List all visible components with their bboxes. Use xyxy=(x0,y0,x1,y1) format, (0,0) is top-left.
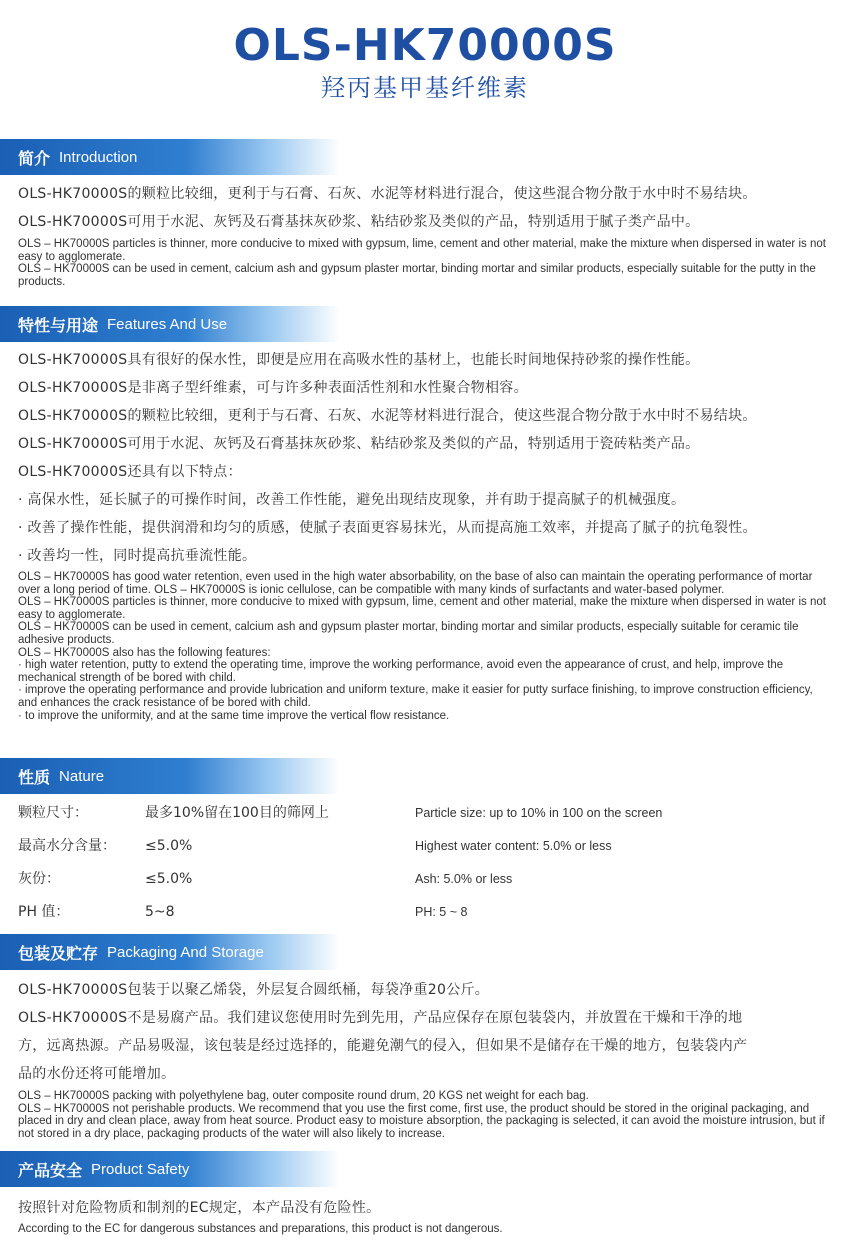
packaging-zh-line: OLS-HK70000S包装于以聚乙烯袋，外层复合圆纸桶，每袋净重20公斤。 xyxy=(18,982,490,998)
packaging-zh-line: 方，远离热源。产品易吸湿，该包装是经过选择的，能避免潮气的侵入，但如果不是储存在干燥的地方，包装袋内产 xyxy=(18,1038,748,1054)
packaging-en-para: OLS – HK70000S packing with polyethylene bag, outer composite round drum, 20 KGS net weight for each bag. xyxy=(18,1090,589,1102)
property-value: 最多10%留在100目的筛网上 xyxy=(145,805,329,821)
intro-body xyxy=(18,180,830,288)
property-label: 灰份： xyxy=(18,871,60,887)
property-row xyxy=(18,797,830,830)
packaging-zh-line: OLS-HK70000S不是易腐产品。我们建议您使用时先到先用，产品应保存在原包装袋内，并放置在干燥和干净的地 xyxy=(18,1010,743,1026)
features-en-para: OLS – HK70000S also has the following features: xyxy=(18,646,271,659)
property-label: 最高水分含量： xyxy=(18,838,116,854)
section-title-zh: 特性与用途 xyxy=(18,315,99,335)
property-label: PH 值： xyxy=(18,904,70,920)
intro-en-para: OLS – HK70000S can be used in cement, calcium ash and gypsum plaster mortar, binding mortar and similar products, especially suitable for the putty in the products. xyxy=(18,263,816,288)
features-en-para: OLS – HK70000S has good water retention, even used in the high water absorbability, on the base of also can maintain the operating performance of mortar over a long period of time. OLS – HK70000S is ionic cellulose, can be compatible with many kinds of surfactants and water-based polymer. xyxy=(18,571,813,596)
property-row xyxy=(18,830,830,863)
features-bullet: · 改善了操作性能，提供润滑和均匀的质感，使腻子表面更容易抹光，从而提高施工效率，并提高了腻子的抗龟裂性。 xyxy=(18,520,757,536)
intro-en-para: OLS – HK70000S particles is thinner, more conducive to mixed with gypsum, lime, cement and other material, make the mixture when dispersed in water is not easy to agglomerate. xyxy=(18,238,826,263)
features-zh-line: OLS-HK70000S是非离子型纤维素，可与许多种表面活性剂和水性聚合物相容。 xyxy=(18,380,528,396)
features-en-para: · improve the operating performance and provide lubrication and uniform texture, make it easier for putty surface finishing, to improve construction efficiency, and enhances the crack resistance of be bored with child. xyxy=(18,684,813,709)
features-zh-line: OLS-HK70000S的颗粒比较细，更利于与石膏、石灰、水泥等材料进行混合，使这些混合物分散于水中时不易结块。 xyxy=(18,408,757,424)
features-bullet: · 改善均一性，同时提高抗垂流性能。 xyxy=(18,548,257,564)
features-zh-line: OLS-HK70000S可用于水泥、灰钙及石膏基抹灰砂浆、粘结砂浆及类似的产品，特别适用于瓷砖粘类产品。 xyxy=(18,436,700,452)
section-header-introduction xyxy=(0,139,340,175)
section-title-zh: 包装及贮存 xyxy=(18,943,99,963)
properties-table xyxy=(18,797,830,929)
intro-zh-line: OLS-HK70000S的颗粒比较细，更利于与石膏、石灰、水泥等材料进行混合，使这些混合物分散于水中时不易结块。 xyxy=(18,186,757,202)
section-title-en: Nature xyxy=(59,767,105,785)
section-title-en: Packaging And Storage xyxy=(107,943,264,961)
safety-en-para: According to the EC for dangerous substances and preparations, this product is not dangerous. xyxy=(18,1223,503,1235)
packaging-en-para: OLS – HK70000S not perishable products. We recommend that you use the first come, first use, the product should be stored in the original packaging, and placed in dry and clean place, away from heat source. Product easy to moisture absorption, the packaging is selected, it can avoid the moisture intrusion, but if not stored in a dry place, packaging products of the water will also likely to increase. xyxy=(18,1102,825,1140)
section-title-en: Features And Use xyxy=(107,315,228,333)
property-value: ≤5.0% xyxy=(145,838,193,854)
section-header-features xyxy=(0,306,340,342)
packaging-body xyxy=(18,976,830,1140)
section-title-zh: 性质 xyxy=(18,767,51,787)
property-en: PH: 5 ~ 8 xyxy=(415,905,468,919)
property-row xyxy=(18,896,830,929)
packaging-zh-line: 品的水份还将可能增加。 xyxy=(18,1066,176,1082)
property-row xyxy=(18,863,830,896)
features-zh-line: OLS-HK70000S还具有以下特点： xyxy=(18,464,242,480)
section-title-zh: 简介 xyxy=(18,148,51,168)
section-title-zh: 产品安全 xyxy=(18,1160,83,1180)
intro-zh-line: OLS-HK70000S可用于水泥、灰钙及石膏基抹灰砂浆、粘结砂浆及类似的产品，特别适用于腻子类产品中。 xyxy=(18,214,700,230)
property-en: Ash: 5.0% or less xyxy=(415,872,513,886)
section-title-en: Introduction xyxy=(59,148,138,166)
features-en-para: OLS – HK70000S can be used in cement, calcium ash and gypsum plaster mortar, binding mortar and similar products, especially suitable for ceramic tile adhesive products. xyxy=(18,621,799,646)
section-header-nature xyxy=(0,758,340,794)
section-header-safety xyxy=(0,1151,340,1187)
safety-zh-line: 按照针对危险物质和制剂的EC规定，本产品没有危险性。 xyxy=(18,1200,381,1216)
property-en: Particle size: up to 10% in 100 on the screen xyxy=(415,806,663,820)
features-bullet: · 高保水性，延长腻子的可操作时间，改善工作性能，避免出现结皮现象，并有助于提高腻子的机械强度。 xyxy=(18,492,686,508)
section-header-packaging xyxy=(0,934,340,970)
section-title-en: Product Safety xyxy=(91,1160,190,1178)
page-header xyxy=(0,18,850,104)
product-subtitle: 羟丙基甲基纤维素 xyxy=(321,74,529,102)
features-zh-line: OLS-HK70000S具有很好的保水性，即便是应用在高吸水性的基材上，也能长时间地保持砂浆的操作性能。 xyxy=(18,352,700,368)
features-en-para: OLS – HK70000S particles is thinner, more conducive to mixed with gypsum, lime, cement and other material, make the mixture when dispersed in water is not easy to agglomerate. xyxy=(18,596,826,621)
product-title: OLS-HK70000S xyxy=(233,20,617,71)
features-en-para: · to improve the uniformity, and at the same time improve the vertical flow resistance. xyxy=(18,709,450,722)
property-en: Highest water content: 5.0% or less xyxy=(415,839,612,853)
features-en-para: · high water retention, putty to extend the operating time, improve the working performance, avoid even the appearance of crust, and help, improve the mechanical strength of be bored with child. xyxy=(18,659,784,684)
property-value: 5~8 xyxy=(145,904,175,920)
features-body xyxy=(18,346,830,722)
property-label: 颗粒尺寸： xyxy=(18,805,88,821)
safety-body xyxy=(18,1194,830,1236)
property-value: ≤5.0% xyxy=(145,871,193,887)
